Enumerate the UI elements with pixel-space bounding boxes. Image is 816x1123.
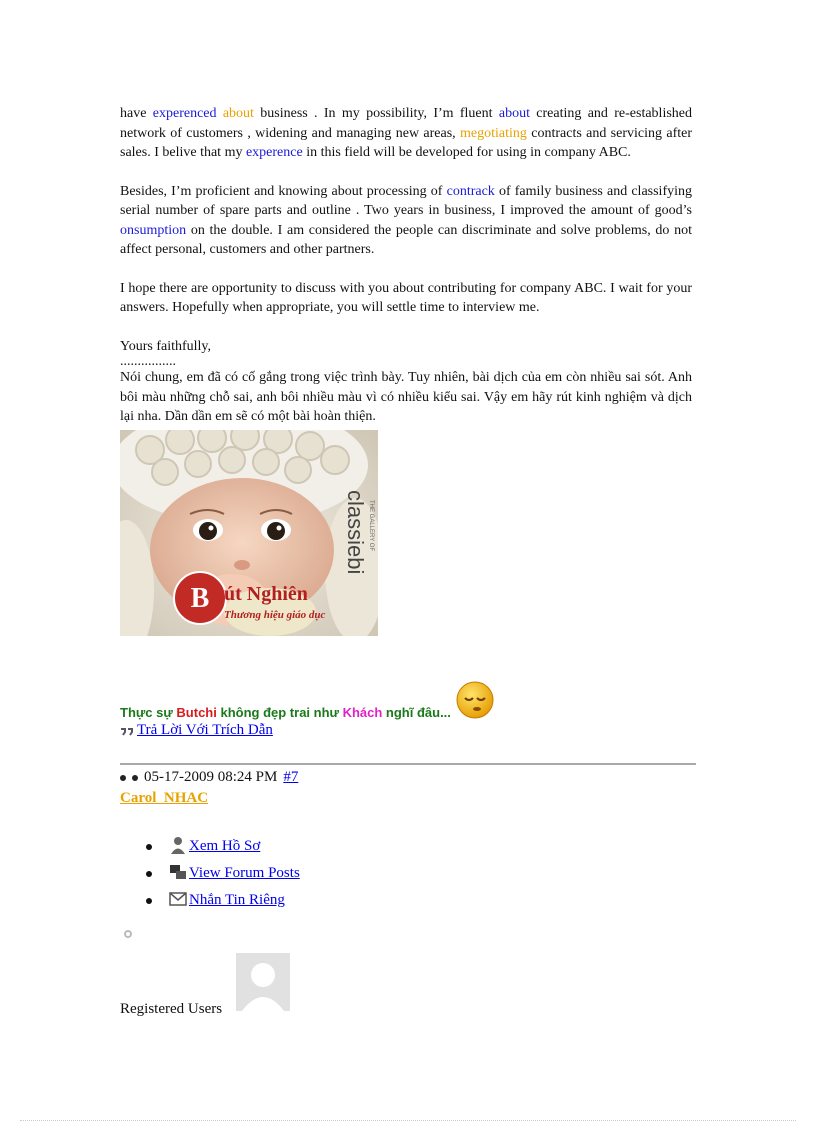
signature-line [120, 680, 720, 720]
text: on the double. I am considered the people can discriminate and solve problems, do not affect personal, customers and other partners. [120, 222, 692, 257]
text: creating and re-established network of customers , widening and managing new areas, [120, 106, 692, 141]
posts-icon [168, 862, 188, 882]
paragraph-3: I hope there are opportunity to discuss with you about contributing for company ABC. I wait for your answers. Hopefully when appropriate, you will settle time to interview me. [120, 280, 692, 315]
menu-link-forum-posts[interactable]: View Forum Posts [189, 865, 300, 881]
paragraph-2 [120, 182, 692, 260]
text: Besides, I’m proficient and knowing about processing of [120, 183, 447, 199]
text: in this field will be developed for using in company ABC. [302, 145, 631, 160]
signature [120, 680, 720, 739]
paragraph-1 [120, 104, 692, 163]
highlight-orange: about [216, 106, 254, 121]
user-icon [168, 835, 188, 855]
sig-text: nghĩ đâu... [382, 705, 451, 720]
user-role: Registered Users [120, 1001, 223, 1017]
watermark-text: classiebi [343, 489, 368, 574]
highlight-orange: megotiating [460, 125, 527, 141]
dots-separator: ................ [120, 354, 176, 369]
bullet-icon [146, 844, 152, 850]
post-number-link[interactable]: #7 [283, 769, 299, 785]
brand-text: út Nghiên [224, 582, 308, 605]
avatar[interactable] [236, 953, 290, 1011]
svg-text:THE GALLERY OF: THE GALLERY OF [368, 499, 374, 551]
bullet-icon [120, 775, 126, 781]
menu-link-profile[interactable]: Xem Hồ Sơ [189, 838, 261, 854]
envelope-icon [168, 889, 188, 909]
closing: Yours faithfully, [120, 338, 212, 354]
post-meta [120, 769, 298, 786]
reply-with-quote[interactable] [120, 722, 720, 739]
letter-body [120, 104, 692, 636]
sig-name: Khách [342, 705, 383, 720]
highlight-blue: onsumption [120, 222, 187, 238]
highlight-blue: experenced [152, 106, 217, 121]
post-datetime: 05-17-2009 08:24 PM [144, 769, 278, 785]
text: of family business and classifying serial number of spare parts and outline . Two years in business, I improved the amount of good’s [120, 183, 692, 218]
page-bottom-border [20, 1120, 796, 1121]
sig-name: Butchi [176, 705, 217, 720]
bullet-icon [146, 898, 152, 904]
baby-photo [120, 430, 378, 636]
online-status-icon [124, 930, 132, 938]
sig-text: Thực sự [120, 705, 177, 720]
username-link[interactable]: Carol_NHAC [120, 790, 209, 806]
sleepy-emoji-icon [455, 680, 495, 720]
menu-item-private-message[interactable] [146, 882, 300, 909]
default-avatar-icon [236, 953, 290, 1011]
reply-with-quote-link[interactable]: Trả Lời Với Trích Dẫn [137, 722, 273, 738]
menu-item-forum-posts[interactable] [146, 855, 300, 882]
sig-text: không đẹp trai như [216, 705, 343, 720]
brand-tagline: Thương hiệu giáo dục [224, 608, 326, 621]
user-menu [146, 828, 300, 909]
bullet-icon [132, 775, 138, 781]
highlight-blue: about [498, 106, 530, 121]
teacher-note: Nói chung, em đã có cố gắng trong việc trình bày. Tuy nhiên, bài dịch của em còn nhiều sai sót. Anh bôi màu những chỗ sai, anh bôi nhiều màu vì có nhiều kiểu sai. Vậy em hãy rút kinh nghiệm và dịch lại nha. Dần dần em sẽ có một bài hoàn thiện. [120, 370, 692, 424]
text: business . In my possibility, I’m fluent [253, 106, 499, 121]
menu-item-profile[interactable] [146, 828, 300, 855]
quote-icon [120, 726, 134, 736]
post-divider [120, 763, 696, 765]
svg-text:B: B [190, 582, 210, 614]
highlight-blue: experence [245, 145, 303, 160]
highlight-blue: contrack [446, 183, 495, 199]
menu-link-private-message[interactable]: Nhắn Tin Riêng [189, 892, 285, 908]
text: contracts and servicing after sales. I belive that my [120, 125, 692, 160]
bullet-icon [146, 871, 152, 877]
text: have [120, 106, 153, 121]
